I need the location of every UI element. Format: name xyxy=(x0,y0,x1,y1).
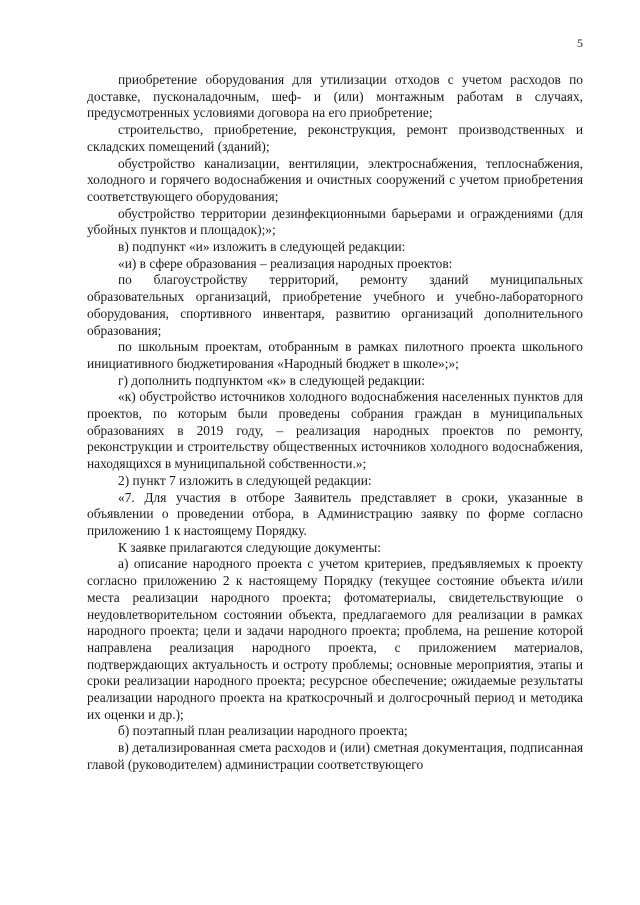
paragraph: обустройство канализации, вентиляции, электроснабжения, теплоснабжения, холодного и горячего водоснабжения и очистных сооружений с учетом приобретения соответствующего оборудования; xyxy=(87,155,583,204)
paragraph: К заявке прилагаются следующие документы: xyxy=(118,539,382,555)
paragraph: «и) в сфере образования – реализация народных проектов: xyxy=(118,255,453,271)
paragraph: «к) обустройство источников холодного водоснабжения населенных пунктов для проектов, по которым были проведены собрания граждан в муниципальных образованиях в 2019 году, – реализация народных проектов по ремонту, реконструкции и строительству общественных источников холодного водоснабжения, находящихся в муниципальной собственности.»; xyxy=(87,389,583,472)
paragraph: г) дополнить подпунктом «к» в следующей редакции: xyxy=(118,372,425,388)
page-number: 5 xyxy=(577,36,583,50)
document-body xyxy=(87,72,583,774)
paragraph: 2) пункт 7 изложить в следующей редакции: xyxy=(118,472,372,488)
paragraph: б) поэтапный план реализации народного проекта; xyxy=(118,723,408,739)
paragraph: по благоустройству территорий, ремонту зданий муниципальных образовательных организаций, приобретение учебного и учебно-лабораторного оборудования, спортивного инвентаря, развитию организаций дополнительного образования; xyxy=(87,272,583,338)
paragraph: в) подпункт «и» изложить в следующей редакции: xyxy=(118,239,406,255)
paragraph: строительство, приобретение, реконструкция, ремонт производственных и складских помещений (зданий); xyxy=(87,122,583,154)
paragraph: в) детализированная смета расходов и (или) сметная документация, подписанная главой (руководителем) администрации соответствующего xyxy=(87,740,583,772)
paragraph: а) описание народного проекта с учетом критериев, предъявляемых к проекту согласно приложению 2 к настоящему Порядку (текущее состояние объекта и/или места реализации народного проекта; фотоматериалы, свидетельствующие о неудовлетворительном состоянии объекта, предлагаемого для реализации в рамках народного проекта; цели и задачи народного проекта; проблема, на решение которой направлена реализация народного проекта, с приложением материалов, подтверждающих актуальность и остроту проблемы; основные мероприятия, этапы и сроки реализации народного проекта; ресурсное обеспечение; ожидаемые результаты реализации народного проекта на краткосрочный и долгосрочный период и методика их оценки и др.); xyxy=(87,556,583,722)
paragraph: приобретение оборудования для утилизации отходов с учетом расходов по доставке, пусконаладочным, шеф- и (или) монтажным работам в случаях, предусмотренных условиями договора на его приобретение; xyxy=(87,72,583,121)
paragraph: по школьным проектам, отобранным в рамках пилотного проекта школьного инициативного бюджетирования «Народный бюджет в школе»;»; xyxy=(87,339,583,371)
paragraph: обустройство территории дезинфекционными барьерами и ограждениями (для убойных пунктов и площадок);»; xyxy=(87,205,583,238)
paragraph: «7. Для участия в отборе Заявитель представляет в сроки, указанные в объявлении о проведении отбора, в Администрацию заявку по форме согласно приложению 1 к настоящему Порядку. xyxy=(87,489,583,538)
